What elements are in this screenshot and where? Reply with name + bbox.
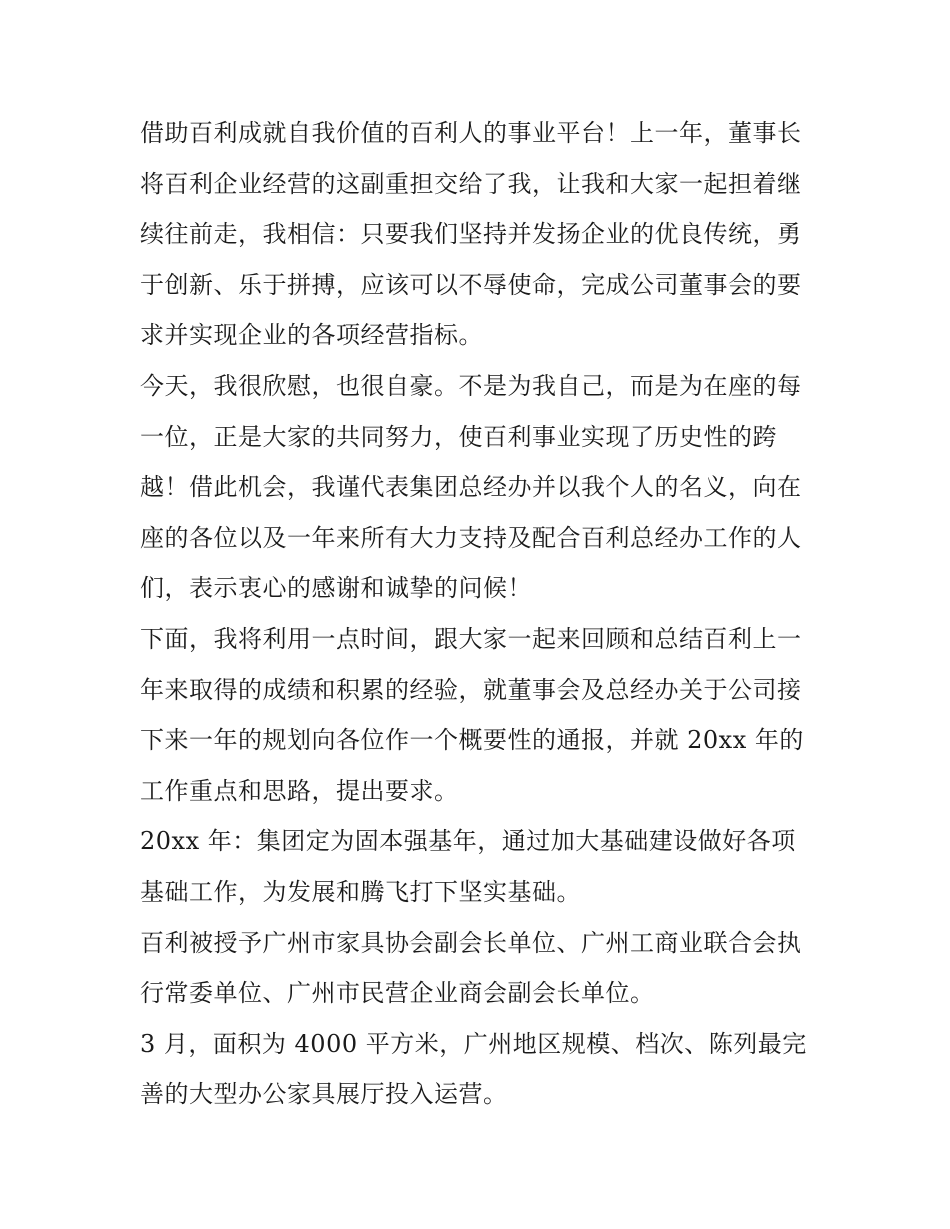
paragraph: [140, 361, 812, 614]
text-line: 越！借此机会，我谨代表集团总经办并以我个人的名义，向在: [140, 473, 802, 502]
text-line: 百利被授予广州市家具协会副会长单位、广州工商业联合会执: [140, 928, 802, 957]
text-line: 今天，我很欣慰，也很自豪。不是为我自己，而是为在座的每: [140, 371, 802, 400]
paragraph: [140, 918, 812, 1019]
paragraph: [140, 108, 812, 361]
text-line: 于创新、乐于拼搏，应该可以不辱使命，完成公司董事会的要: [140, 270, 802, 299]
text-line: 20xx 年：集团定为固本强基年，通过加大基础建设做好各项: [140, 827, 796, 856]
text-line: 年来取得的成绩和积累的经验，就董事会及总经办关于公司接: [140, 675, 802, 704]
text-line: 将百利企业经营的这副重担交给了我，让我和大家一起担着继: [140, 169, 802, 198]
text-line: 基础工作，为发展和腾飞打下坚实基础。: [140, 877, 581, 906]
text-line: 3 月，面积为 4000 平方米，广州地区规模、档次、陈列最完: [140, 1029, 807, 1058]
text-line: 借助百利成就自我价值的百利人的事业平台！上一年，董事长: [140, 119, 802, 147]
text-line: 下来一年的规划向各位作一个概要性的通报，并就 20xx 年的: [140, 726, 804, 755]
paragraph: [140, 1019, 812, 1120]
text-line: 座的各位以及一年来所有大力支持及配合百利总经办工作的人: [140, 523, 802, 552]
text-line: 下面，我将利用一点时间，跟大家一起来回顾和总结百利上一: [140, 624, 802, 653]
text-line: 求并实现企业的各项经营指标。: [140, 321, 483, 350]
document-body: [140, 108, 812, 1120]
text-line: 行常委单位、广州市民营企业商会副会长单位。: [140, 979, 655, 1008]
text-line: 们，表示衷心的感谢和诚挚的问候！: [140, 574, 532, 603]
paragraph: [140, 816, 812, 917]
text-line: 工作重点和思路，提出要求。: [140, 776, 459, 805]
text-line: 一位，正是大家的共同努力，使百利事业实现了历史性的跨: [140, 422, 777, 451]
text-line: 续往前走，我相信：只要我们坚持并发扬企业的优良传统，勇: [140, 220, 802, 249]
paragraph: [140, 614, 812, 816]
text-line: 善的大型办公家具展厅投入运营。: [140, 1080, 508, 1109]
